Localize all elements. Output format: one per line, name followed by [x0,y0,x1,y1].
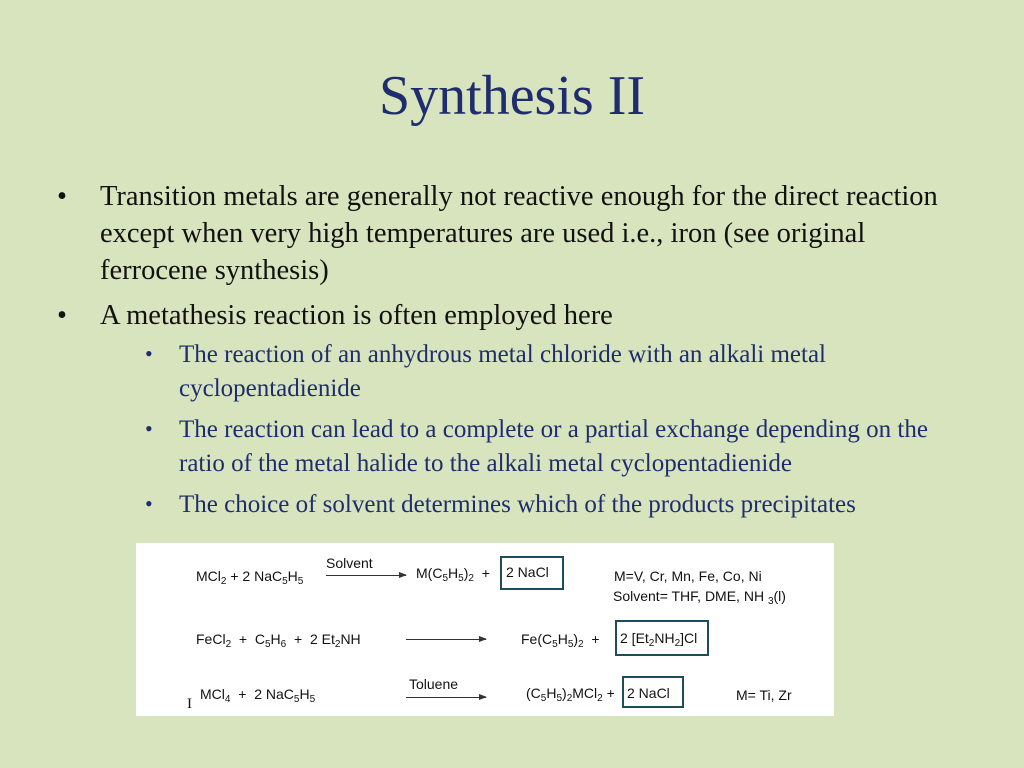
bullet-item [55,178,955,289]
reaction3-product: $(C_5H_5)_2MCl_2$ + [526,685,615,704]
sub-bullet-text: The reaction of an anhydrous metal chloride with an alkali metal cyclopentadienide [179,341,826,402]
bullet-list [55,178,955,529]
reaction1-metals-note: M=V, Cr, Mn, Fe, Co, Ni [614,568,762,584]
bullet-text: Transition metals are generally not reactive enough for the direct reaction except when very high temperatures are used i.e., iron (see original ferrocene synthesis) [100,181,938,286]
reaction3-arrow [406,697,486,698]
reaction-scheme-figure [136,543,834,716]
reaction3-byproduct: 2 NaCl [627,685,670,701]
reaction3-condition: Toluene [409,676,459,692]
reaction1-byproduct: 2 NaCl [506,564,549,580]
sub-bullet-item [145,413,955,481]
bullet-item [55,297,955,334]
reaction1-arrow [326,575,406,576]
reaction1-solvent-note: Solvent= THF, DME, NH $_3$(l) [613,588,786,607]
sub-bullet-dot: • [145,341,153,366]
reaction2-byproduct: 2 $[Et_2NH_2]Cl$ [620,630,698,649]
stray-mark: I [187,696,192,712]
sub-bullet-dot: • [145,491,153,516]
reaction1-product: $M(C_5H_5)_2$ + [416,565,490,584]
sub-bullet-text: The reaction can lead to a complete or a partial exchange depending on the ratio of the metal halide to the alkali metal cyclopentadienide [179,416,928,477]
sub-bullet-dot: • [145,416,153,441]
reaction3-metals-note: M= Ti, Zr [736,687,792,703]
sub-bullet-item [145,488,955,522]
bullet-dot: • [57,300,67,331]
slide-title: Synthesis II [379,65,645,127]
reaction2-reactants: FeCl$_2$ + $C_5H_6 + 2$ $Et_2NH$ [196,631,361,650]
sub-bullet-item [145,338,955,406]
reaction1-condition: Solvent [326,555,373,571]
reaction3-reactants: MCl$_4$ + 2 $NaC_5H_5$ [200,686,316,705]
bullet-dot: • [57,181,67,212]
reaction2-product: $Fe(C_5H_5)_2$ + [521,631,600,650]
reaction1-reactants: MCl$_2$ + 2 $NaC_5H_5$ [196,568,304,587]
reaction2-arrow [406,639,486,640]
bullet-text: A metathesis reaction is often employed here [100,300,613,331]
sub-bullet-text: The choice of solvent determines which of the products precipitates [179,491,856,518]
